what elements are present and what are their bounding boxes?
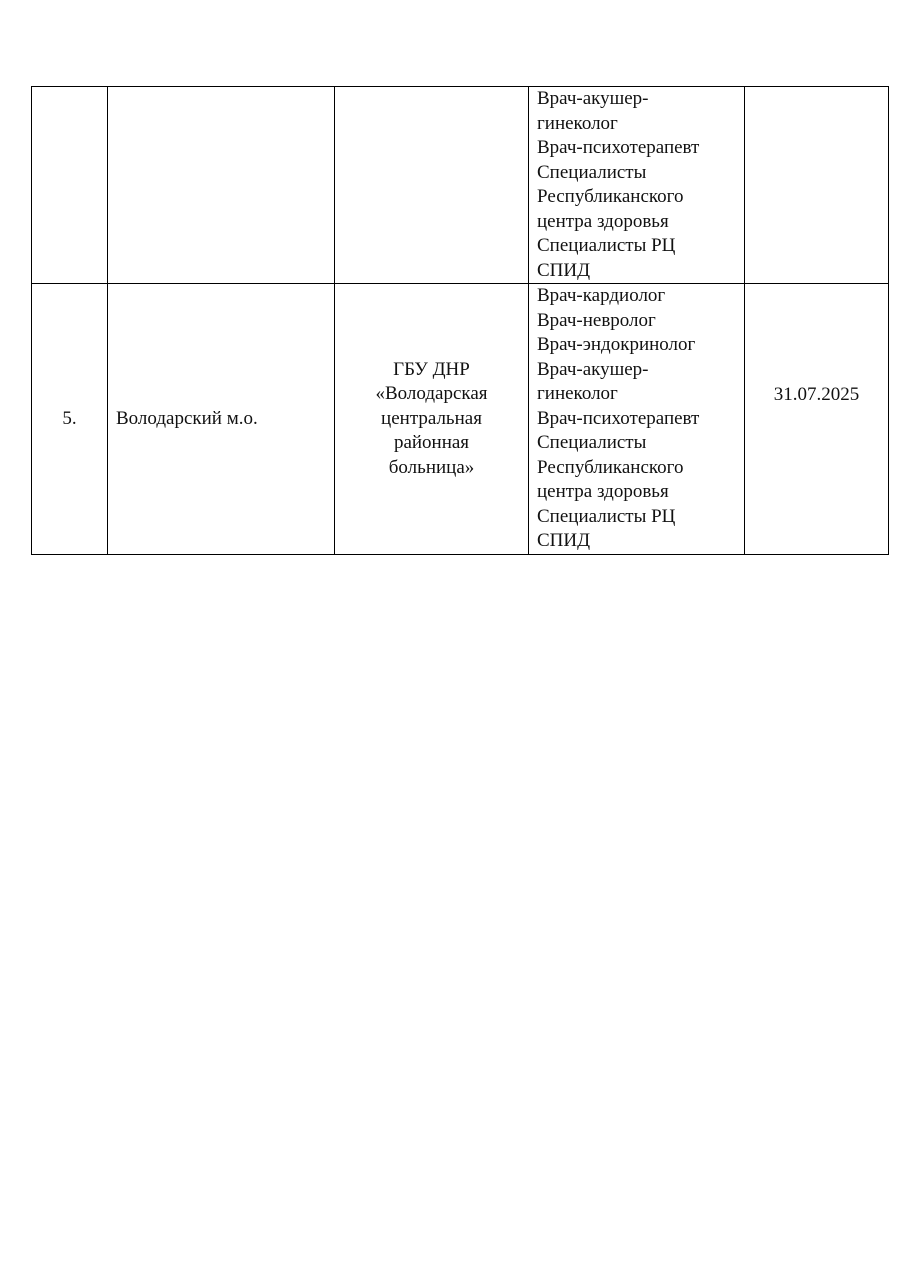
district-name: Володарский м.о. <box>116 407 258 429</box>
district-cell <box>108 284 335 555</box>
specialist-line: Врач-психотерапевт <box>537 407 700 429</box>
institution-line: центральная <box>381 407 482 429</box>
specialist-line: гинеколог <box>537 112 618 134</box>
specialist-line: Специалисты РЦ <box>537 235 676 256</box>
visit-date: 31.07.2025 <box>773 383 860 405</box>
specialist-line: Республиканского <box>537 186 684 207</box>
schedule-table <box>31 86 889 555</box>
specialist-line: СПИД <box>537 259 591 281</box>
institution-line: больница» <box>388 456 475 478</box>
institution-line: районная <box>393 432 470 453</box>
specialist-line: Врач-эндокринолог <box>537 334 696 355</box>
specialist-line: СПИД <box>537 530 591 551</box>
institution-line: ГБУ ДНР <box>393 358 470 380</box>
visit-date <box>745 161 888 209</box>
specialist-line: центра здоровья <box>537 210 669 232</box>
institution-name <box>335 358 528 481</box>
specialist-line: Специалисты РЦ <box>537 505 676 527</box>
row-number: 5. <box>62 407 77 429</box>
date-cell <box>745 87 889 284</box>
specialist-line: Врач-невролог <box>537 309 656 331</box>
specialist-line: Врач-акушер- <box>537 358 649 380</box>
row-number-cell <box>32 87 108 284</box>
institution-line: «Володарская <box>375 383 488 404</box>
specialist-line: гинеколог <box>537 383 618 404</box>
specialists-list <box>529 284 744 554</box>
specialists-cell <box>529 87 745 284</box>
specialist-line: Специалисты <box>537 432 647 453</box>
table-row <box>32 284 889 555</box>
specialist-line: Врач-акушер- <box>537 88 649 109</box>
specialist-line: центра здоровья <box>537 481 669 502</box>
row-number-cell <box>32 284 108 555</box>
specialists-list <box>529 87 744 283</box>
specialist-line: Врач-психотерапевт <box>537 137 700 158</box>
table-row <box>32 87 889 284</box>
institution-cell <box>335 284 529 555</box>
specialists-cell <box>529 284 745 555</box>
institution-cell <box>335 87 529 284</box>
specialist-line: Врач-кардиолог <box>537 285 666 306</box>
date-cell <box>745 284 889 555</box>
specialist-line: Республиканского <box>537 456 684 478</box>
district-cell <box>108 87 335 284</box>
specialist-line: Специалисты <box>537 161 647 183</box>
